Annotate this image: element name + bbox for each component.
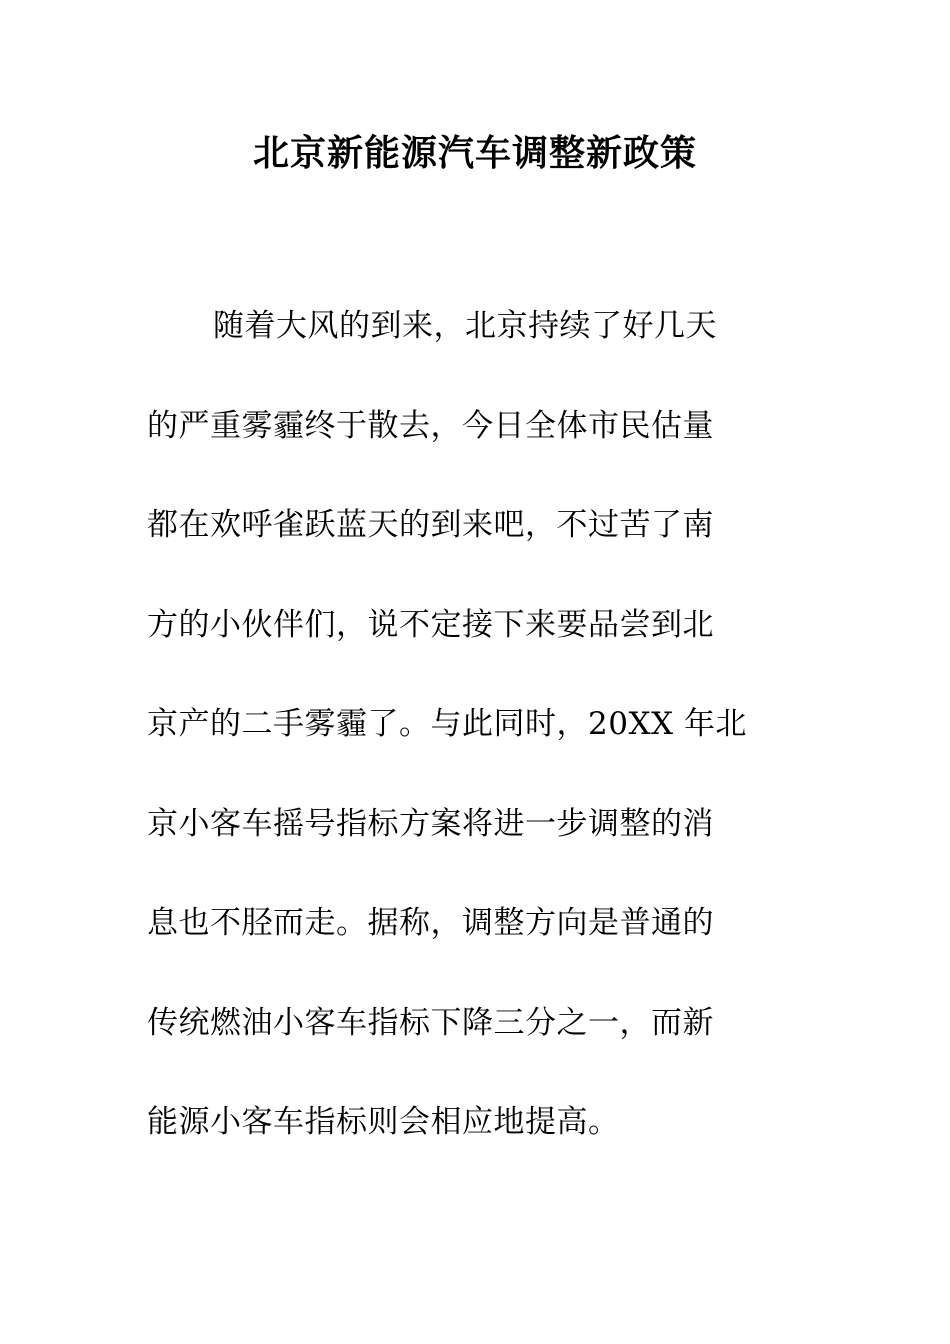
- paragraph-line: 随着大风的到来，北京持续了好几天: [213, 308, 717, 344]
- paragraph-line: 能源小客车指标则会相应地提高。: [147, 1104, 620, 1140]
- paragraph-line: 息也不胫而走。据称，调整方向是普通的: [147, 905, 714, 941]
- paragraph-line: 京小客车摇号指标方案将进一步调整的消: [147, 805, 714, 842]
- paragraph-line: 京产的二手雾霾了。与此同时，20XX 年北: [147, 706, 747, 742]
- paragraph-line: 都在欢呼雀跃蓝天的到来吧，不过苦了南: [147, 507, 714, 543]
- document-body: [147, 300, 787, 1196]
- paragraph-line: 方的小伙伴们，说不定接下来要品尝到北: [147, 606, 714, 643]
- document-title: 北京新能源汽车调整新政策: [252, 133, 697, 174]
- paragraph-line: 的严重雾霾终于散去，今日全体市民估量: [147, 407, 714, 444]
- paragraph-line: 传统燃油小客车指标下降三分之一，而新: [147, 1004, 714, 1041]
